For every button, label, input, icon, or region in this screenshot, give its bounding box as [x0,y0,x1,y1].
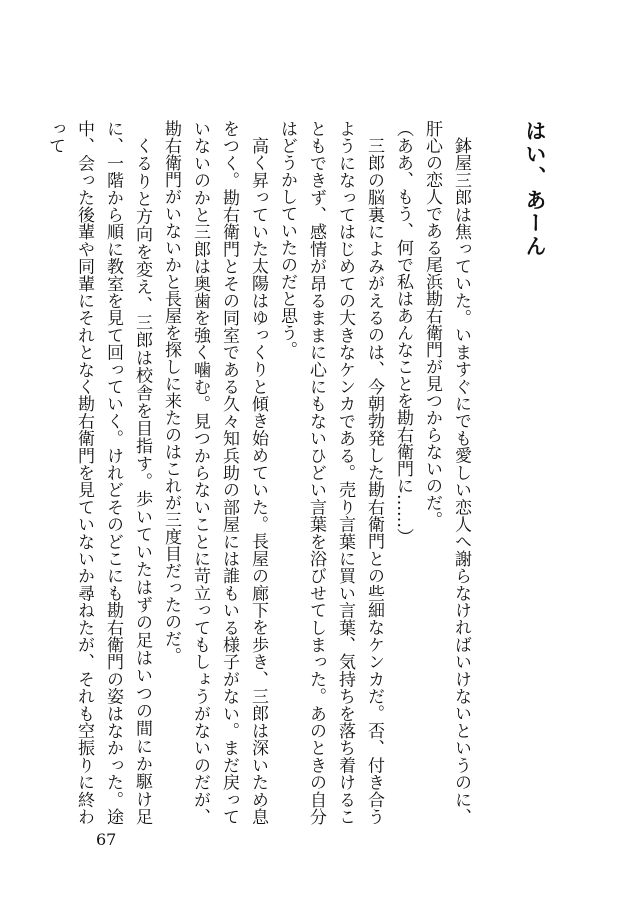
paragraph-5: くるりと方向を変え、三郎は校舎を目指す。歩いていたはずの足はいつの間にか駆け足に、一階から順に教室を見て回っていく。けれどそのどこにも勘右衛門の姿はなかった。途中、会った後輩や同輩にそれとなく勘右衛門を見ていないか尋ねたが、それも空振りに終わって [45,120,152,826]
paragraph-4: 高く昇っていた太陽はゆっくりと傾き始めていた。長屋の廊下を歩き、三郎は深いため息をつく。勘右衛門とその同室である久々知兵助の部屋には誰もいる様子がない。まだ戻っていないのかと三郎は奥歯を強く噛む。見つからないことに苛立ってもしょうがないのだが、勘右衛門がいないかと長屋を探しに来たのはこれが三度目だったのだ。 [161,120,268,826]
paragraph-3: 三郎の脳裏によみがえるのは、今朝勃発した勘右衛門との些細なケンカだ。否、付き合うようになってはじめての大きなケンカである。売り言葉に買い言葉、気持ちを落ち着けることもできず、感情が昂るままに心にもないひどい言葉を浴びせてしまった。あのときの自分はどうかしていたのだと思う。 [277,120,384,826]
paragraph-2: （ああ、もう、何で私はあんなことを勘右衛門に……） [393,120,413,545]
chapter-title: はい、あーん [523,120,548,258]
page-number: 67 [96,830,117,849]
paragraph-1: 鉢屋三郎は焦っていた。いますぐにでも愛しい恋人へ謝らなければいけないというのに、肝心の恋人である尾浜勘右衛門が見つからないのだ。 [422,120,471,825]
body-text [40,120,475,825]
